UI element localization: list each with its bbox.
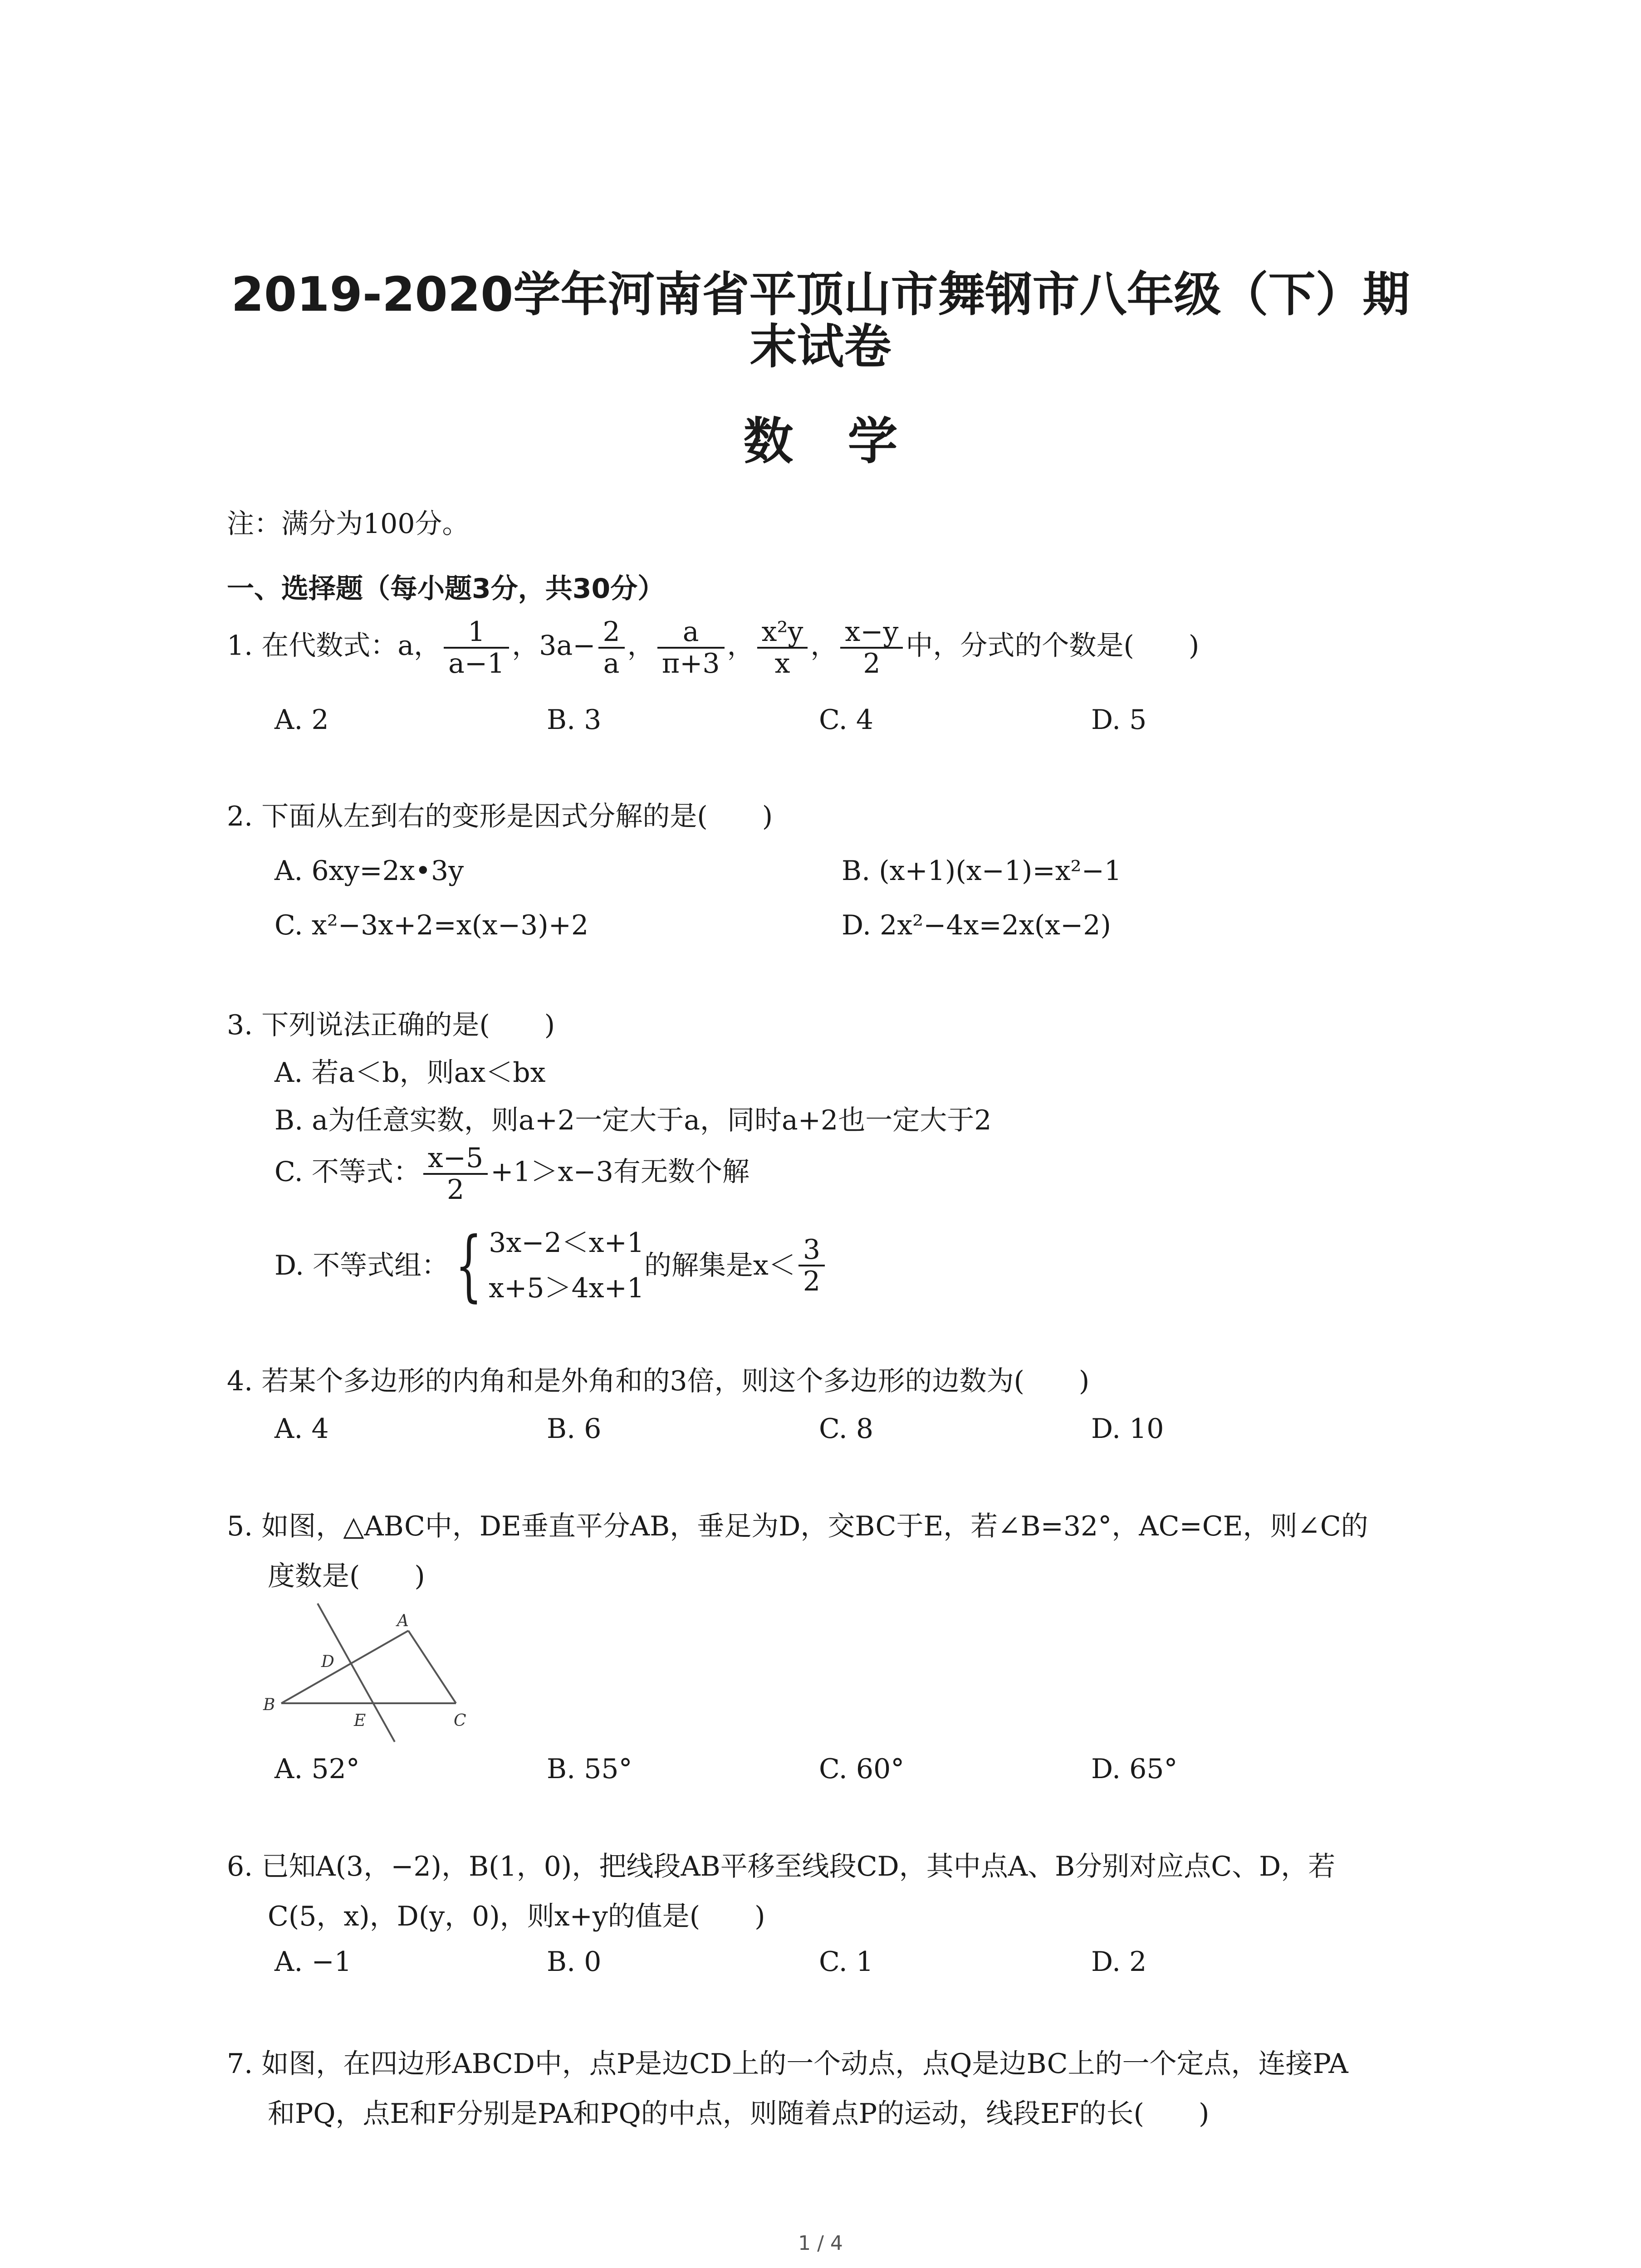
q1-option-b: B. 3 <box>547 704 602 736</box>
brace-symbol: { <box>455 1221 482 1310</box>
question-1-stem: 1. 在代数式：a， $\frac{1}{a-1}$ ，3a− $\frac{2}{a}$ ， $\frac{a}{\pi+3}$ ， $\frac{\text{x²y}}{x}$ ， $\frac{x-y}{2}$ 中，分式的个数是( ) <box>227 616 1200 679</box>
q1-fraction-4: $\frac{\text{x²y}}{x}$ <box>757 617 808 679</box>
q3-option-c: C. 不等式： $\frac{x-5}{2}$ +1＞x−3有无数个解 <box>274 1142 749 1206</box>
q4-option-c: C. 8 <box>819 1413 874 1445</box>
question-5-stem-line1: 5. 如图，△ABC中，DE垂直平分AB，垂足为D，交BC于E，若∠B=32°，AC=CE，则∠C的 <box>227 1510 1368 1542</box>
question-2-stem: 2. 下面从左到右的变形是因式分解的是( ) <box>227 801 773 832</box>
label-a: A <box>397 1612 409 1630</box>
question-6-stem-line1: 6. 已知A(3，−2)，B(1，0)，把线段AB平移至线段CD，其中点A、B分别对应点C、D，若 <box>227 1851 1336 1882</box>
q6-option-b: B. 0 <box>547 1946 602 1978</box>
q1-prefix: 1. 在代数式：a， <box>227 630 441 662</box>
side-ba <box>281 1631 408 1703</box>
q2-option-a: A. 6xy=2x•3y <box>274 855 464 887</box>
subject-heading: 数学 <box>743 412 952 470</box>
question-3-stem: 3. 下列说法正确的是( ) <box>227 1009 555 1041</box>
q3-option-a: A. 若a＜b，则ax＜bx <box>274 1057 546 1089</box>
question-6-stem-line2: C(5，x)，D(y，0)，则x+y的值是( ) <box>268 1901 765 1932</box>
q6-option-d: D. 2 <box>1091 1946 1147 1978</box>
q1-fraction-3: $\frac{a}{\pi+3}$ <box>657 617 725 679</box>
label-d: D <box>321 1652 334 1671</box>
question-5-stem-line2: 度数是( ) <box>268 1560 425 1592</box>
label-c: C <box>454 1711 466 1730</box>
score-note: 注：满分为100分。 <box>227 508 470 540</box>
q3-option-b: B. a为任意实数，则a+2一定大于a，同时a+2也一定大于2 <box>274 1105 992 1136</box>
q3c-fraction: $\frac{x-5}{2}$ <box>423 1143 488 1205</box>
exam-title-line2: 末试卷 <box>749 319 892 374</box>
q2-option-c: C. x²−3x+2=x(x−3)+2 <box>274 909 589 941</box>
question-7-stem-line1: 7. 如图，在四边形ABCD中，点P是边CD上的一个动点，点Q是边BC上的一个定点，连接PA <box>227 2048 1348 2080</box>
q2-option-b: B. (x+1)(x−1)=x²−1 <box>842 855 1122 887</box>
q5-option-c: C. 60° <box>819 1753 905 1785</box>
q1-fraction-5: $\frac{x-y}{2}$ <box>840 617 903 679</box>
q4-option-a: A. 4 <box>274 1413 329 1445</box>
q6-option-a: A. −1 <box>274 1946 352 1978</box>
q1-fraction-2: $\frac{2}{a}$ <box>598 617 625 679</box>
q4-option-d: D. 10 <box>1091 1413 1164 1445</box>
q1-fraction-1: $\frac{1}{a-1}$ <box>444 617 509 679</box>
q6-option-c: C. 1 <box>819 1946 874 1978</box>
q3-option-d: D. 不等式组：{ 3x−2＜x+1 x+5＞4x+1 的解集是x＜ $\frac{3}{2}$ <box>274 1220 828 1311</box>
section-heading-choice: 一、选择题（每小题3分，共30分） <box>227 573 665 605</box>
q1-option-a: A. 2 <box>274 704 329 736</box>
q2-option-d: D. 2x²−4x=2x(x−2) <box>842 909 1111 941</box>
page-number: 1 / 4 <box>798 2232 843 2255</box>
side-ac <box>408 1631 456 1703</box>
label-b: B <box>263 1696 275 1714</box>
question-7-stem-line2: 和PQ，点E和F分别是PA和PQ的中点，则随着点P的运动，线段EF的长( ) <box>268 2098 1210 2130</box>
triangle-abc-figure <box>254 1597 490 1746</box>
q5-option-b: B. 55° <box>547 1753 632 1785</box>
q4-option-b: B. 6 <box>547 1413 602 1445</box>
exam-title-line1: 2019-2020学年河南省平顶山市舞钢市八年级（下）期 <box>231 267 1410 322</box>
q5-option-d: D. 65° <box>1091 1753 1178 1785</box>
q5-option-a: A. 52° <box>274 1753 360 1785</box>
question-4-stem: 4. 若某个多边形的内角和是外角和的3倍，则这个多边形的边数为( ) <box>227 1365 1090 1397</box>
q3d-fraction: $\frac{3}{2}$ <box>798 1235 825 1296</box>
q3d-system: 3x−2＜x+1 x+5＞4x+1 <box>489 1227 645 1304</box>
q1-option-d: D. 5 <box>1091 704 1147 736</box>
q1-option-c: C. 4 <box>819 704 874 736</box>
label-e: E <box>354 1711 366 1730</box>
